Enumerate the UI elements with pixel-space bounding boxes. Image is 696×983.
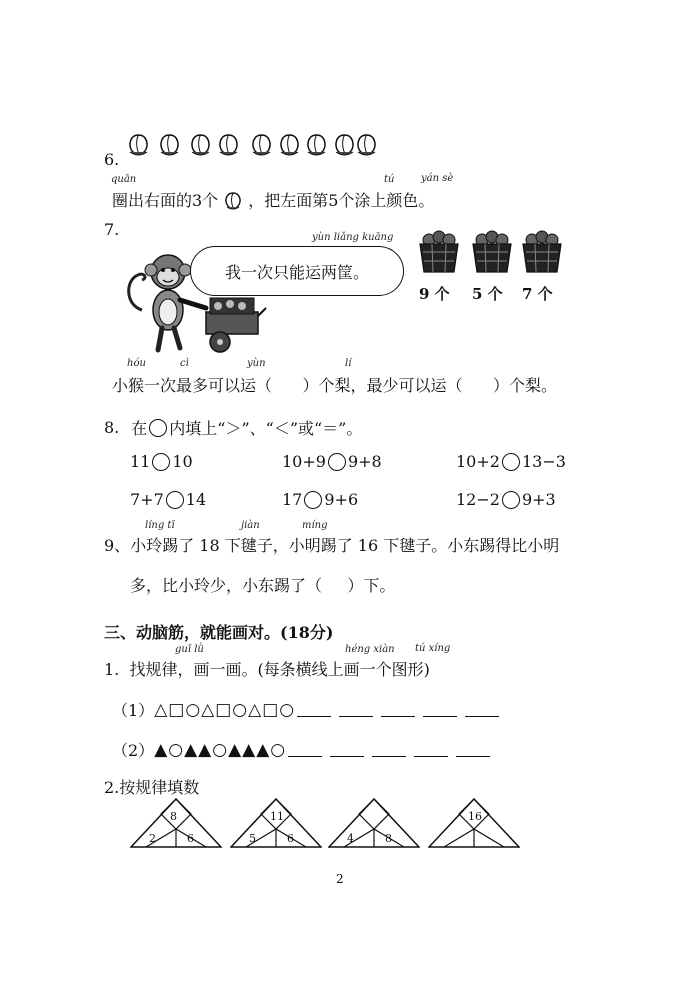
number-triangle (230, 798, 322, 850)
q6-instruction (112, 188, 434, 211)
q6-text-before: 圈出右面的3个 (112, 191, 219, 210)
number-triangle (328, 798, 420, 850)
q8-instruction (104, 416, 362, 439)
triangle-top-number: 16 (468, 810, 482, 823)
pinyin-tuxing: tú xíng (415, 643, 451, 654)
answer-blank[interactable] (330, 742, 364, 757)
answer-blank[interactable] (381, 702, 415, 717)
peach-icon (127, 132, 150, 158)
pinyin-ci: cì (180, 358, 189, 369)
pinyin-tu: tú (384, 174, 395, 185)
answer-blank[interactable] (372, 742, 406, 757)
peach-icon (158, 132, 181, 158)
q9-line1 (104, 533, 559, 556)
speech-bubble (190, 246, 404, 296)
comparison-answer-circle[interactable] (502, 453, 520, 471)
q8-text-after: 内填上“＞”、“＜”或“＝”。 (169, 419, 363, 438)
comparison-left: 7+7 (130, 490, 164, 509)
pinyin-hou: hóu (127, 358, 146, 369)
pinyin-lingti: líng tī (145, 520, 175, 531)
pinyin-jian: jiàn (241, 520, 260, 531)
pinyin-li: lí (345, 358, 352, 369)
pattern-row-1-shapes: △□○△□○△□○ (154, 699, 296, 720)
section3-title: 三、动脑筋，就能画对。(18分) (104, 623, 334, 642)
comparison-answer-circle[interactable] (166, 491, 184, 509)
comparison-left: 11 (130, 452, 151, 471)
answer-blank[interactable] (423, 702, 457, 717)
q7-number: 7. (104, 220, 120, 239)
comparison-right: 14 (185, 490, 207, 509)
comparison-answer-circle[interactable] (304, 491, 322, 509)
comparison-answer-circle[interactable] (502, 491, 520, 509)
pattern-row-1 (112, 698, 499, 721)
answer-blank[interactable] (297, 702, 331, 717)
s3-q2-text: 2.按规律填数 (104, 778, 200, 797)
basket-label: 9 个 (419, 285, 450, 303)
pinyin-yunliangkuang: yùn liǎng kuāng (312, 232, 394, 243)
triangle-left-number: 2 (149, 832, 156, 845)
peach-icon (250, 132, 273, 158)
answer-blank[interactable] (339, 702, 373, 717)
answer-blank[interactable] (465, 702, 499, 717)
comparison-answer-circle[interactable] (152, 453, 170, 471)
q9-line1-text: 小玲踢了 18 下毽子，小明踢了 16 下毽子。小东踢得比小明 (130, 536, 560, 555)
pinyin-yanse: yán sè (421, 173, 454, 184)
comparison-item (456, 490, 556, 509)
peach-icon (333, 132, 356, 158)
peach-icon (217, 132, 240, 158)
pinyin-guilu: guī lǜ (175, 644, 204, 655)
comparison-item (456, 452, 566, 471)
number-triangle (130, 798, 222, 850)
comparison-left: 10+2 (456, 452, 500, 471)
q6-number: 6. (104, 150, 120, 169)
triangle-left-number: 5 (249, 832, 256, 845)
answer-blank[interactable] (288, 742, 322, 757)
q8-number: 8. (104, 418, 120, 437)
comparison-right: 9+3 (521, 490, 556, 509)
triangle-right-number: 6 (287, 832, 294, 845)
s3-q1-text: 1. 找规律，画一画。(每条横线上画一个图形) (104, 660, 430, 679)
q9-number: 9、 (104, 536, 131, 555)
pattern-row-2 (112, 738, 490, 761)
q6-text-after: ，把左面第5个涂上颜色。 (248, 191, 435, 210)
pattern-row-2-shapes: ▲○▲▲○▲▲▲○ (154, 739, 287, 760)
comparison-right: 10 (172, 452, 193, 471)
comparison-right: 9+6 (324, 490, 359, 509)
pear-basket-icon (417, 228, 461, 274)
comparison-item (130, 452, 193, 471)
comparison-right: 13−3 (521, 452, 566, 471)
pear-basket-icon (470, 228, 514, 274)
q9-line2: 多，比小玲少，小东踢了（ ）下。 (130, 576, 396, 595)
triangle-left-number: 4 (347, 832, 354, 845)
peach-icon (305, 132, 328, 158)
comparison-left: 12−2 (456, 490, 500, 509)
pinyin-hengxian: héng xiàn (345, 644, 395, 655)
comparison-right: 9+8 (347, 452, 382, 471)
peach-icon (222, 189, 244, 211)
peach-icon (278, 132, 301, 158)
basket-label: 7 个 (522, 285, 553, 303)
triangle-top-number: 8 (170, 810, 177, 823)
q7-answer-line: 小猴一次最多可以运（ ）个梨，最少可以运（ ）个梨。 (112, 376, 558, 395)
speech-text: 我一次只能运两筐。 (224, 262, 369, 282)
comparison-left: 10+9 (282, 452, 326, 471)
q8-text-before: 在 (131, 419, 148, 438)
pattern-row-2-label: （2） (112, 741, 155, 760)
comparison-item (282, 490, 358, 509)
triangle-right-number: 8 (385, 832, 392, 845)
comparison-item (282, 452, 382, 471)
basket-label: 5 个 (472, 285, 503, 303)
pinyin-yun: yùn (247, 358, 266, 369)
peach-icon (355, 132, 378, 158)
triangle-top-number: 11 (270, 810, 284, 823)
page-number: 2 (336, 872, 344, 886)
comparison-left: 17 (282, 490, 303, 509)
compare-circle-icon (149, 419, 167, 437)
number-triangle (428, 798, 520, 850)
pinyin-ming: míng (302, 520, 328, 531)
comparison-answer-circle[interactable] (328, 453, 346, 471)
comparison-item (130, 490, 206, 509)
peach-icon (189, 132, 212, 158)
pear-basket-icon (520, 228, 564, 274)
triangle-right-number: 6 (187, 832, 194, 845)
answer-blank[interactable] (456, 742, 490, 757)
answer-blank[interactable] (414, 742, 448, 757)
pattern-row-1-label: （1） (112, 701, 155, 720)
pinyin-quan: quān (111, 174, 137, 185)
